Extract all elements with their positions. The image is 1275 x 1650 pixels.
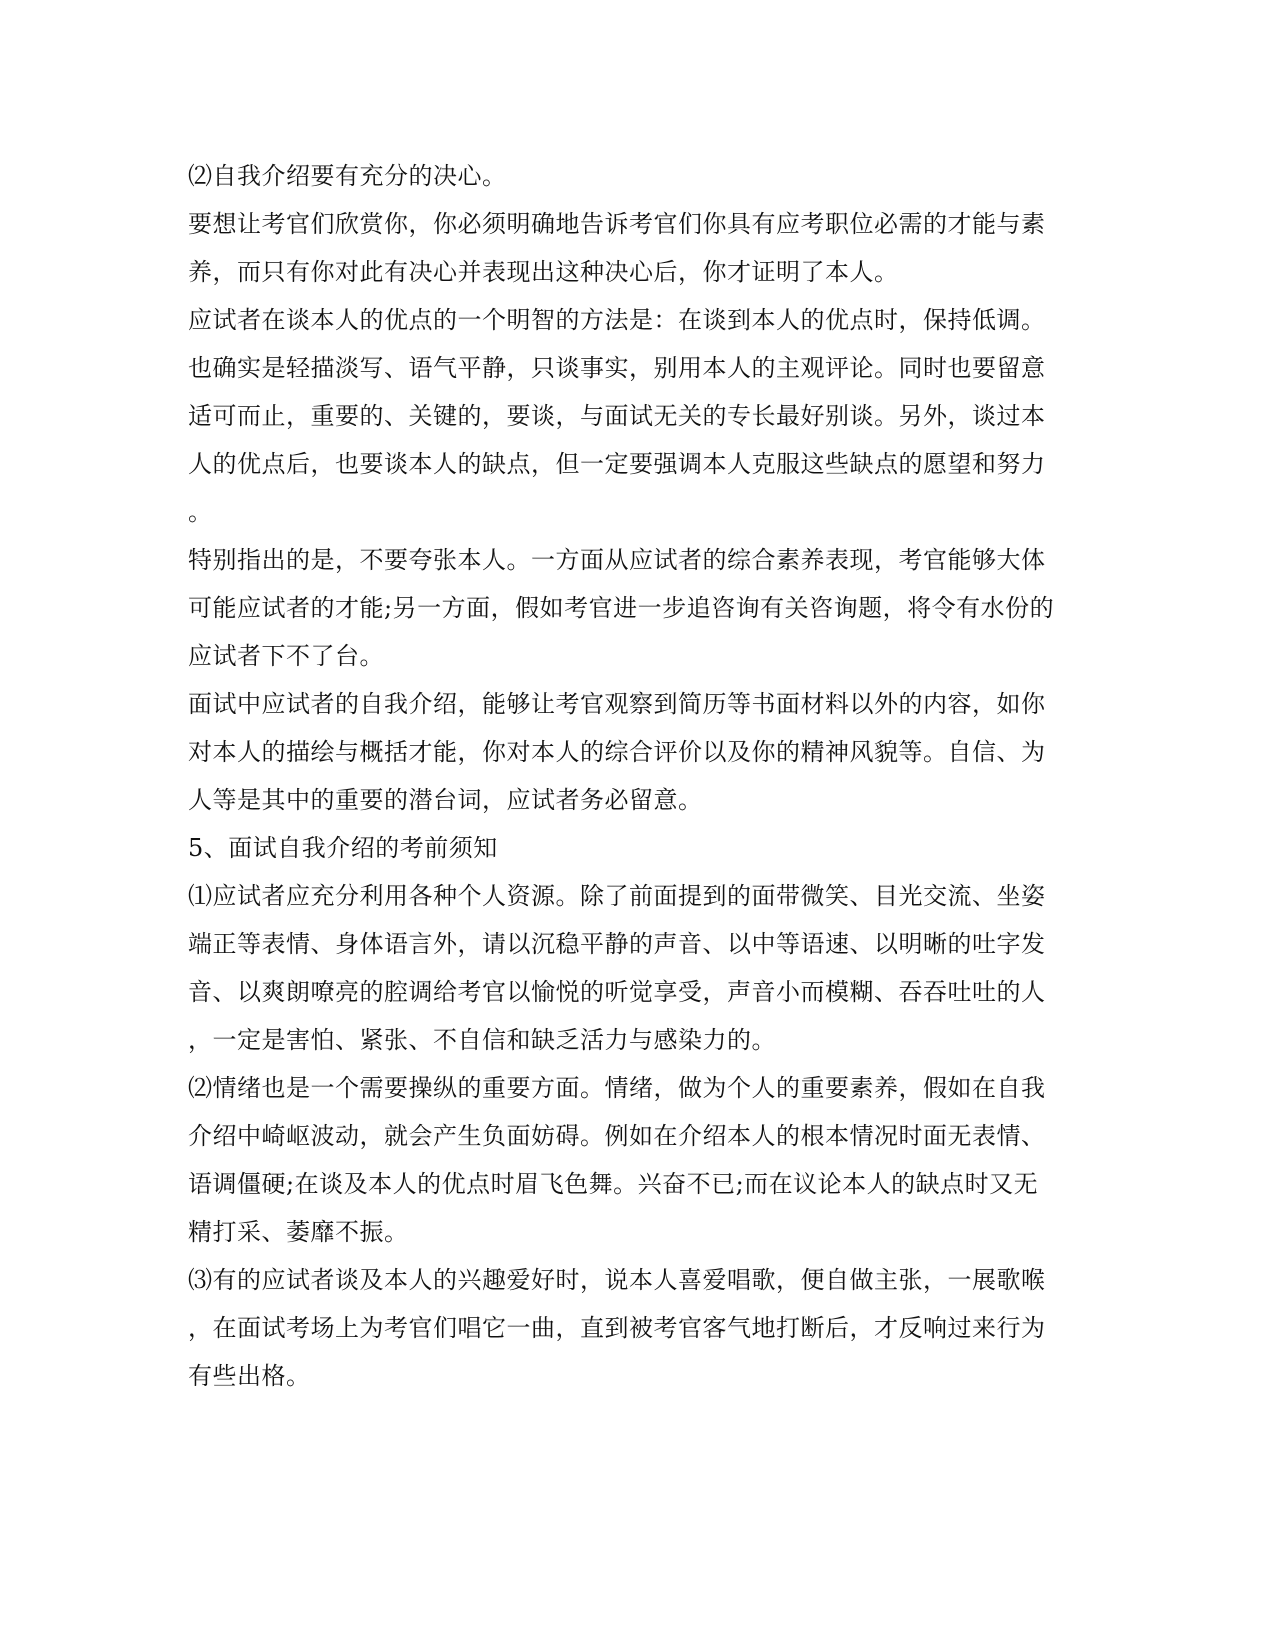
text-line: ⑶有的应试者谈及本人的兴趣爱好时，说本人喜爱唱歌，便自做主张，一展歌喉 [188,1266,1046,1294]
text-line: 适可而止，重要的、关键的，要谈，与面试无关的专长最好别谈。另外，谈过本 [188,402,1046,430]
text-line: 端正等表情、身体语言外，请以沉稳平静的声音、以中等语速、以明晰的吐字发 [188,930,1046,958]
text-line: 对本人的描绘与概括才能，你对本人的综合评价以及你的精神风貌等。自信、为 [188,738,1046,766]
text-line: ，在面试考场上为考官们唱它一曲，直到被考官客气地打断后，才反响过来行为 [188,1314,1046,1342]
text-line: ⑴应试者应充分利用各种个人资源。除了前面提到的面带微笑、目光交流、坐姿 [188,882,1046,910]
text-line: ⑵情绪也是一个需要操纵的重要方面。情绪，做为个人的重要素养，假如在自我 [188,1074,1046,1102]
section-heading: 5、面试自我介绍的考前须知 [188,834,498,862]
text-line: ⑵自我介绍要有充分的决心。 [188,162,507,190]
text-line: 特别指出的是，不要夸张本人。一方面从应试者的综合素养表现，考官能够大体 [188,546,1046,574]
text-line: 可能应试者的才能;另一方面，假如考官进一步追咨询有关咨询题，将令有水份的 [188,594,1055,622]
text-line: 语调僵硬;在谈及本人的优点时眉飞色舞。兴奋不已;而在议论本人的缺点时又无 [188,1170,1039,1198]
text-line: 介绍中崎岖波动，就会产生负面妨碍。例如在介绍本人的根本情况时面无表情、 [188,1122,1046,1150]
text-line: 。 [188,498,213,526]
text-line: 应试者在谈本人的优点的一个明智的方法是：在谈到本人的优点时，保持低调。 [188,306,1046,334]
text-line: 养，而只有你对此有决心并表现出这种决心后，你才证明了本人。 [188,258,899,286]
text-line: 也确实是轻描淡写、语气平静，只谈事实，别用本人的主观评论。同时也要留意 [188,354,1046,382]
text-line: 精打采、萎靡不振。 [188,1218,409,1246]
text-line: 人的优点后，也要谈本人的缺点，但一定要强调本人克服这些缺点的愿望和努力 [188,450,1046,478]
text-line: 要想让考官们欣赏你，你必须明确地告诉考官们你具有应考职位必需的才能与素 [188,210,1046,238]
text-line: ，一定是害怕、紧张、不自信和缺乏活力与感染力的。 [188,1026,776,1054]
text-line: 应试者下不了台。 [188,642,384,670]
text-line: 面试中应试者的自我介绍，能够让考官观察到简历等书面材料以外的内容，如你 [188,690,1046,718]
document-body [188,152,1078,1400]
text-line: 有些出格。 [188,1362,311,1390]
text-line: 音、以爽朗嘹亮的腔调给考官以愉悦的听觉享受，声音小而模糊、吞吞吐吐的人 [188,978,1046,1006]
text-line: 人等是其中的重要的潜台词，应试者务必留意。 [188,786,703,814]
